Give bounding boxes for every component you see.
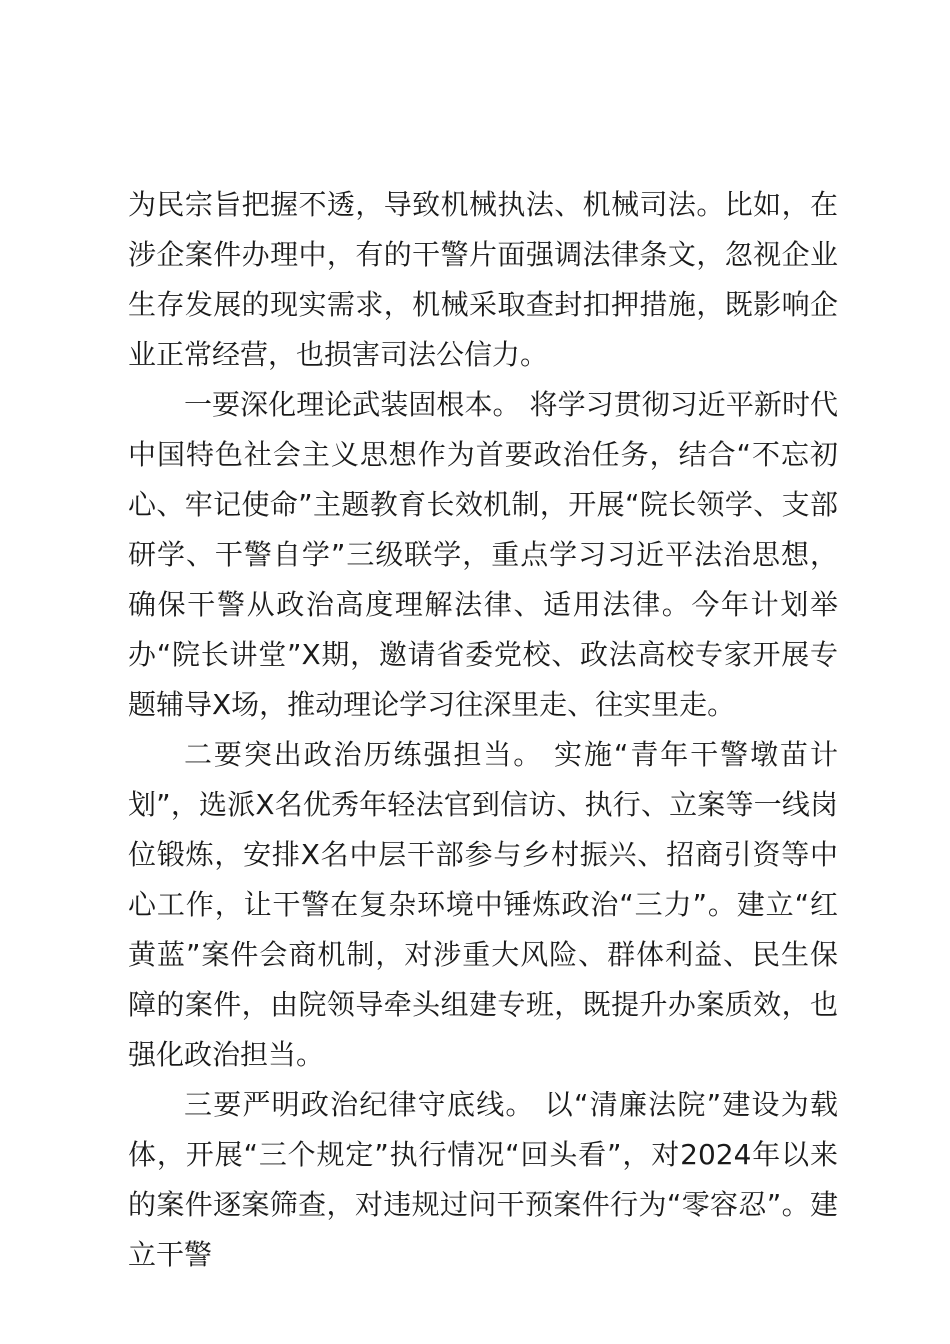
paragraph-political-training: 二要突出政治历练强担当。 实施“青年干警墩苗计划”，选派X名优秀年轻法官到信访、执行、立案等一线岗位锻炼，安排X名中层干部参与乡村振兴、招商引资等中心工作，让干警在复杂环境中锤炼政治“三力”。建立“红黄蓝”案件会商机制，对涉重大风险、群体利益、民生保障的案件，由院领导牵头组建专班，既提升办案质效，也强化政治担当。	[128, 738, 838, 1071]
paragraph-theory-study: 一要深化理论武装固根本。 将学习贯彻习近平新时代中国特色社会主义思想作为首要政治任务，结合“不忘初心、牢记使命”主题教育长效机制，开展“院长领学、支部研学、干警自学”三级联学，重点学习习近平法治思想，确保干警从政治高度理解法律、适用法律。今年计划举办“院长讲堂”X期，邀请省委党校、政法高校专家开展专题辅导X场，推动理论学习往深里走、往实里走。	[128, 388, 838, 721]
document-body	[128, 180, 838, 1280]
paragraph-continuation: 为民宗旨把握不透，导致机械执法、机械司法。比如，在涉企案件办理中，有的干警片面强调法律条文，忽视企业生存发展的现实需求，机械采取查封扣押措施，既影响企业正常经营，也损害司法公信力。	[128, 188, 838, 371]
paragraph-political-discipline: 三要严明政治纪律守底线。 以“清廉法院”建设为载体，开展“三个规定”执行情况“回头看”，对2024年以来的案件逐案筛查，对违规过问干预案件行为“零容忍”。建立干警	[128, 1088, 838, 1271]
